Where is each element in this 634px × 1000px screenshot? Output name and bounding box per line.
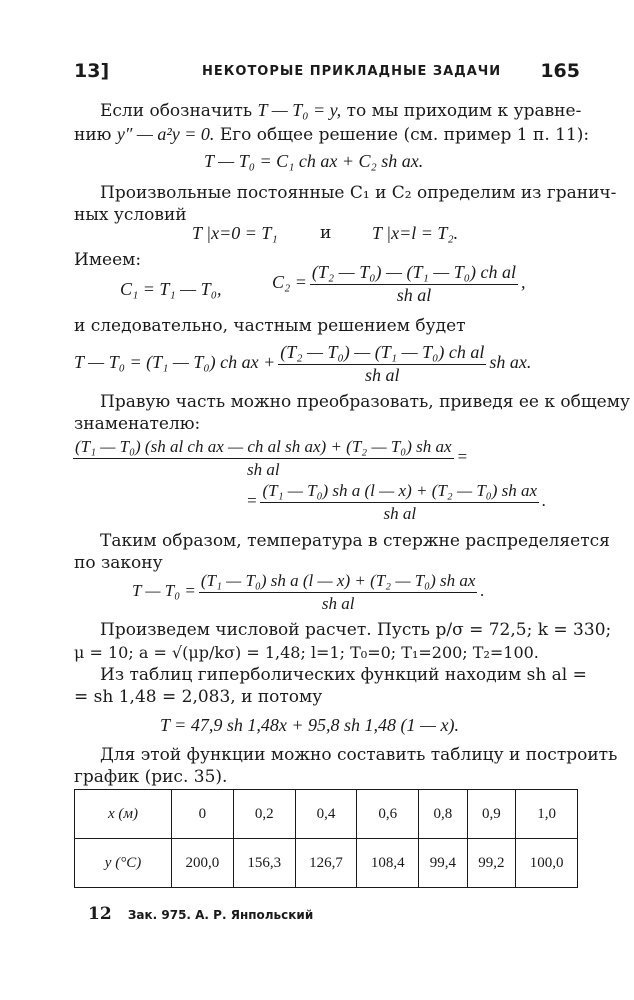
equation-general-solution: T — T₀ = C₁ ch ax + C₂ sh ax. [204,151,424,171]
fraction [310,262,518,306]
table-row-x [75,790,578,839]
equation-particular-solution [74,342,531,386]
table-row-y [75,839,578,888]
paragraph-7-line-2: = sh 1,48 = 2,083, и потому [74,687,323,707]
equation-numeric: T = 47,9 sh 1,48x + 95,8 sh 1,48 (1 — x). [160,715,459,735]
table-cell: 0 [172,790,234,839]
page-number: 165 [540,60,580,82]
paragraph-4-line-1: Правую часть можно преобразовать, приведя ее к общему [100,392,630,412]
values-table [74,789,578,888]
equation-simplified [246,480,546,524]
punctuation: , [520,272,526,293]
numerator: (T₁ — T₀) (sh al ch ax — ch al sh ax) + (T₂ — T₀) sh ax [73,436,454,459]
text: Если обозначить [100,101,253,121]
punctuation: . [542,490,547,510]
table-cell: 108,4 [357,839,419,888]
paragraph-3: и следовательно, частным решением будет [74,316,466,336]
printer-note: Зак. 975. А. Р. Янпольский [127,908,314,922]
constant-c2 [272,262,525,306]
chapter-title: НЕКОТОРЫЕ ПРИКЛАДНЫЕ ЗАДАЧИ [202,64,502,79]
paragraph-1-line-2 [74,123,589,146]
table-cell: 0,2 [233,790,295,839]
numerator: (T₂ — T₀) — (T₁ — T₀) ch al [310,262,518,285]
paragraph-6-line-1: Произведем числовой расчет. Пусть p/σ = 72,5; k = 330; [100,620,612,640]
numerator: (T₂ — T₀) — (T₁ — T₀) ch al [278,342,486,365]
text: нию [74,125,112,145]
denominator: sh al [321,594,355,613]
sheet-number: 12 [88,904,112,924]
formula-lhs: T — T₀ = (T₁ — T₀) ch ax + [74,352,276,373]
formula-lhs: T — T₀ = [132,580,196,600]
paragraph-6-line-2: μ = 10; a = √(μp/kσ) = 1,48; l=1; T₀=0; T₁=200; T₂=100. [74,643,539,662]
formula-lhs: C₂ = [272,272,307,293]
section-number: 13] [74,60,110,82]
paragraph-5-line-1: Таким образом, температура в стержне распределяется [100,531,610,551]
table-cell: 156,3 [233,839,295,888]
denominator: sh al [383,504,417,523]
formula-rhs: sh ax. [489,352,532,373]
table-cell: 1,0 [516,790,578,839]
punctuation: . [480,580,485,600]
table-cell: 0,4 [295,790,357,839]
denominator: sh al [246,460,280,479]
denominator: sh al [365,365,400,385]
constant-c1: C₁ = T₁ — T₀, [120,279,222,299]
paragraph-2-line-1: Произвольные постоянные C₁ и C₂ определим из гранич- [100,183,617,203]
formula: T — T₀ = y, [257,100,342,120]
paragraph-7-line-1: Из таблиц гиперболических функций находим sh al = [100,665,587,685]
equals-sign: = [456,446,468,466]
have-label: Имеем: [74,250,142,270]
table-cell: 200,0 [172,839,234,888]
equals-sign: = [246,490,258,510]
paragraph-1-line-1 [100,99,581,122]
equation-common-denominator [70,436,468,480]
row-header-y [75,839,172,888]
fraction [73,436,454,480]
paragraph-2-line-2: ных условий [74,205,187,225]
paragraph-8-line-1: Для этой функции можно составить таблицу и построить [100,745,618,765]
cell-label: x (м) [108,805,138,822]
table-cell: 99,2 [467,839,515,888]
boundary-conjunction: и [320,223,332,243]
row-header-x [75,790,172,839]
table-cell: 126,7 [295,839,357,888]
paragraph-4-line-2: знаменателю: [74,414,201,434]
numerator: (T₁ — T₀) sh a (l — x) + (T₂ — T₀) sh ax [199,570,478,593]
boundary-condition-left: T |x=0 = T₁ [192,223,278,243]
denominator: sh al [396,285,432,305]
numerator: (T₁ — T₀) sh a (l — x) + (T₂ — T₀) sh ax [260,480,539,503]
equation-temperature-law [132,570,485,614]
fraction [278,342,486,386]
table-cell: 0,6 [357,790,419,839]
running-header [74,58,580,86]
paragraph-5-line-2: по закону [74,553,163,573]
boundary-condition-right: T |x=l = T₂. [372,223,459,243]
table-cell: 99,4 [419,839,467,888]
cell-label: y (°C) [104,854,142,871]
table-cell: 100,0 [516,839,578,888]
text: Его общее решение (см. пример 1 п. 11): [219,125,590,145]
text: то мы приходим к уравне- [346,101,582,121]
printer-footer [88,904,313,924]
table-cell: 0,9 [467,790,515,839]
formula: y″ — a²y = 0. [116,124,215,144]
fraction [260,480,539,524]
table-cell: 0,8 [419,790,467,839]
paragraph-8-line-2: график (рис. 35). [74,767,228,787]
fraction [199,570,478,614]
